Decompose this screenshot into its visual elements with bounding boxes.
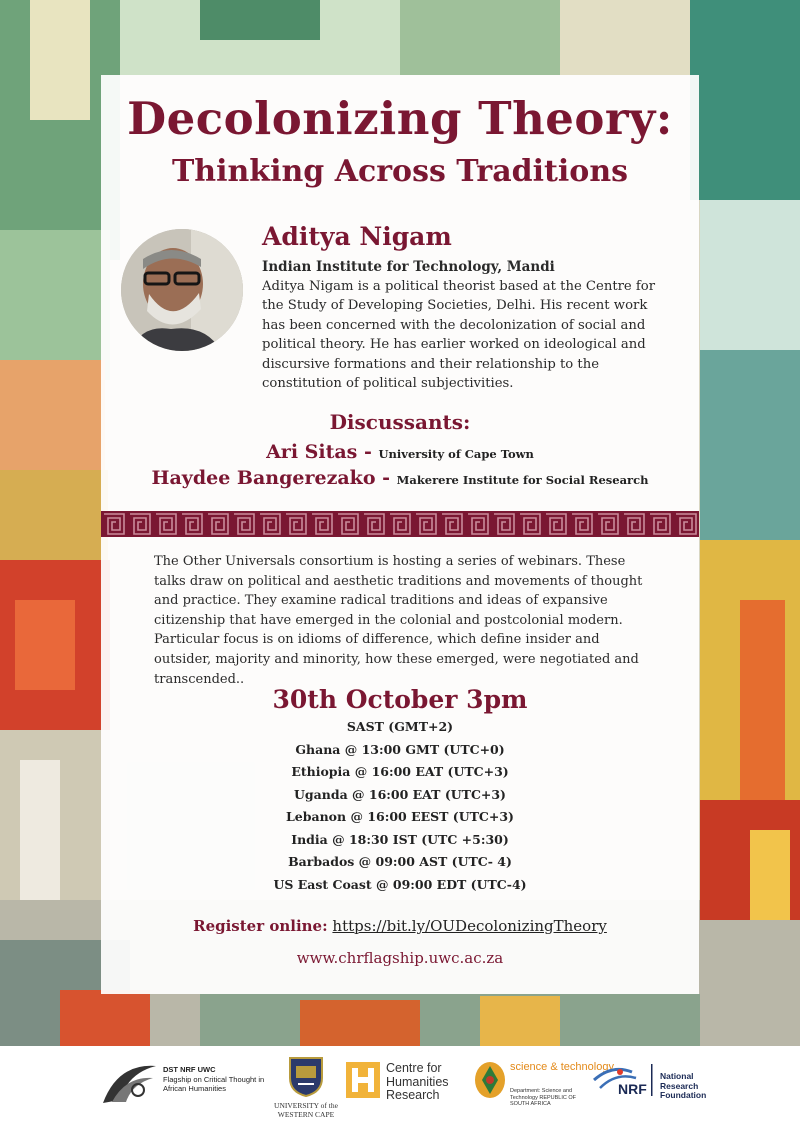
timezone-item: Uganda @ 16:00 EAT (UTC+3) (294, 786, 506, 802)
timezone-list (101, 716, 699, 896)
science-tech-logo-subtitle: Department: Science and Technology REPUBLIC OF SOUTH AFRICA (510, 1088, 577, 1107)
timezone-item: Lebanon @ 16:00 EEST (UTC+3) (286, 809, 514, 824)
timezone-item: Ethiopia @ 16:00 EAT (UTC+3) (291, 764, 509, 779)
discussant-separator: - (375, 467, 397, 489)
sa-coat-of-arms-icon (473, 1060, 507, 1100)
page-subtitle: Thinking Across Traditions (171, 154, 629, 189)
register-label: Register online: (193, 917, 328, 935)
speaker-name: Aditya Nigam (262, 222, 452, 251)
speaker-photo (121, 229, 243, 351)
dst-logo-subtitle: Flagship on Critical Thought in African Humanities (163, 1075, 265, 1093)
register-link[interactable]: https://bit.ly/OUDecolonizingTheory (332, 917, 607, 935)
dst-flagship-logo-icon (98, 1058, 160, 1108)
discussants-heading: Discussants: (329, 410, 471, 434)
dst-logo-title: DST NRF UWC (163, 1065, 216, 1074)
timezone-item: SAST (GMT+2) (346, 719, 454, 734)
timezone-item: US East Coast @ 09:00 EDT (UTC-4) (273, 876, 527, 892)
discussant-institution: Makerere Institute for Social Research (396, 473, 649, 487)
discussant-name: Haydee Bangerezako (151, 467, 376, 489)
chr-logo-icon (346, 1062, 380, 1098)
nrf-abbr: NRF (618, 1081, 647, 1097)
uwc-crest-icon (288, 1056, 324, 1098)
timezone-item: Barbados @ 09:00 AST (UTC- 4) (288, 854, 512, 869)
nrf-logo-icon (592, 1062, 654, 1098)
uwc-logo-text: UNIVERSITY of the WESTERN CAPE (274, 1101, 338, 1119)
discussant-name: Ari Sitas (266, 441, 358, 463)
greek-key-pattern (101, 511, 699, 537)
nrf-logo-text: National Research Foundation (660, 1071, 707, 1100)
chr-logo-text: Centre for Humanities Research (386, 1061, 449, 1102)
register-line (101, 917, 699, 935)
speaker-affiliation: Indian Institute for Technology, Mandi (262, 259, 555, 275)
discussant-institution: University of Cape Town (378, 447, 534, 461)
website-link[interactable]: www.chrflagship.uwc.ac.za (296, 949, 504, 967)
timezone-item: India @ 18:30 IST (UTC +5:30) (291, 831, 509, 847)
science-tech-logo-title: science & technology (510, 1061, 614, 1073)
discussant-row (101, 441, 699, 463)
speaker-bio: Aditya Nigam is a political theorist based at the Centre for the Study of Developing Societies, Delhi. His recent work has been concerned with the decolonization of social and political theory. He has earlier worked on ideological and discursive formations and their relationship to the constitution of political subjectivities. (262, 279, 656, 392)
timezone-item: Ghana @ 13:00 GMT (UTC+0) (295, 741, 505, 757)
patterned-band (101, 511, 699, 537)
event-date: 30th October 3pm (272, 685, 528, 714)
discussant-row (101, 467, 699, 489)
page-title: Decolonizing Theory: (127, 92, 673, 145)
discussant-separator: - (357, 441, 379, 463)
series-description: The Other Universals consortium is hosting a series of webinars. These talks draw on political and aesthetic traditions and movements of thought and practice. They examine radical traditions and ideas of expansive citizenship that have emerged in the colonial and postcolonial modern. Particular focus is on idioms of difference, which define insider and outsider, majority and minority, how these emerged, were negotiated and transcended.. (154, 554, 643, 687)
